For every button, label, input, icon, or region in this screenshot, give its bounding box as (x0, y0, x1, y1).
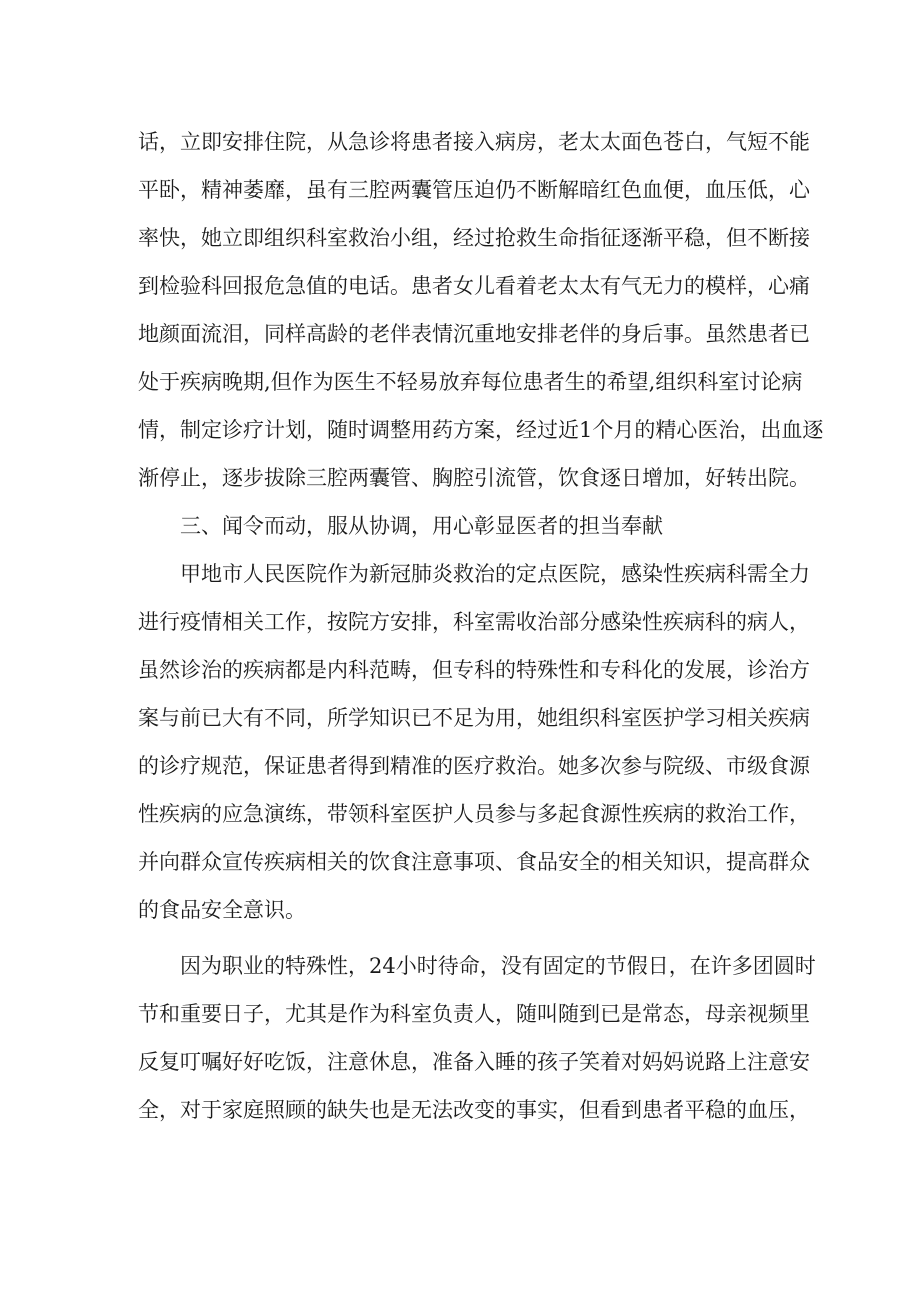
paragraph-spacer (138, 934, 788, 942)
text-line: 话，立即安排住院，从急诊将患者接入病房，老太太面色苍白，气短不能 (138, 130, 810, 154)
section-heading-text: 三、闻令而动，服从协调，用心彰显医者的担当奉献 (180, 514, 663, 538)
text-line: 反复叮嘱好好吃饭，注意休息，准备入睡的孩子笑着对妈妈说路上注意安 (138, 1050, 810, 1074)
text-line: 地颜面流泪，同样高龄的老伴表情沉重地安排老伴的身后事。虽然患者已 (138, 322, 810, 346)
text-line: 的诊疗规范，保证患者得到精准的医疗救治。她多次参与院级、市级食源 (138, 754, 810, 778)
text-line: 处于疾病晚期,但作为医生不轻易放弃每位患者生的希望,组织科室讨论病 (138, 370, 803, 394)
paragraph-epidemic-work (138, 550, 810, 934)
text-line: 进行疫情相关工作，按院方安排，科室需收治部分感染性疾病科的病人， (138, 610, 810, 634)
text-line: 全，对于家庭照顾的缺失也是无法改变的事实，但看到患者平稳的血压， (138, 1098, 810, 1122)
text-line: 的食品安全意识。 (138, 898, 306, 922)
text-line: 平卧，精神萎靡，虽有三腔两囊管压迫仍不断解暗红色血便，血压低，心 (138, 178, 810, 202)
text-line: 并向群众宣传疾病相关的饮食注意事项、食品安全的相关知识，提高群众 (138, 850, 810, 874)
text-line: 率快，她立即组织科室救治小组，经过抢救生命指征逐渐平稳，但不断接 (138, 226, 810, 250)
text-line: 渐停止，逐步拔除三腔两囊管、胸腔引流管，饮食逐日增加，好转出院。 (138, 466, 810, 490)
text-line: 节和重要日子，尤其是作为科室负责人，随叫随到已是常态，母亲视频里 (138, 1002, 810, 1026)
text-line: 虽然诊治的疾病都是内科范畴，但专科的特殊性和专科化的发展，诊治方 (138, 658, 810, 682)
text-line: 性疾病的应急演练，带领科室医护人员参与多起食源性疾病的救治工作， (138, 802, 810, 826)
section-heading (138, 502, 788, 550)
text-line: 甲地市人民医院作为新冠肺炎救治的定点医院，感染性疾病科需全力 (180, 562, 810, 586)
text-line: 案与前已大有不同，所学知识已不足为用，她组织科室医护学习相关疾病 (138, 706, 810, 730)
text-line: 情，制定诊疗计划，随时调整用药方案，经过近1个月的精心医治，出血逐 (138, 418, 824, 442)
paragraph-treatment-case (138, 118, 824, 502)
text-line: 因为职业的特殊性，24小时待命，没有固定的节假日，在许多团圆时 (180, 954, 816, 978)
text-line: 到检验科回报危急值的电话。患者女儿看着老太太有气无力的模样，心痛 (138, 274, 810, 298)
document-body (138, 118, 824, 1134)
paragraph-dedication (138, 942, 816, 1134)
